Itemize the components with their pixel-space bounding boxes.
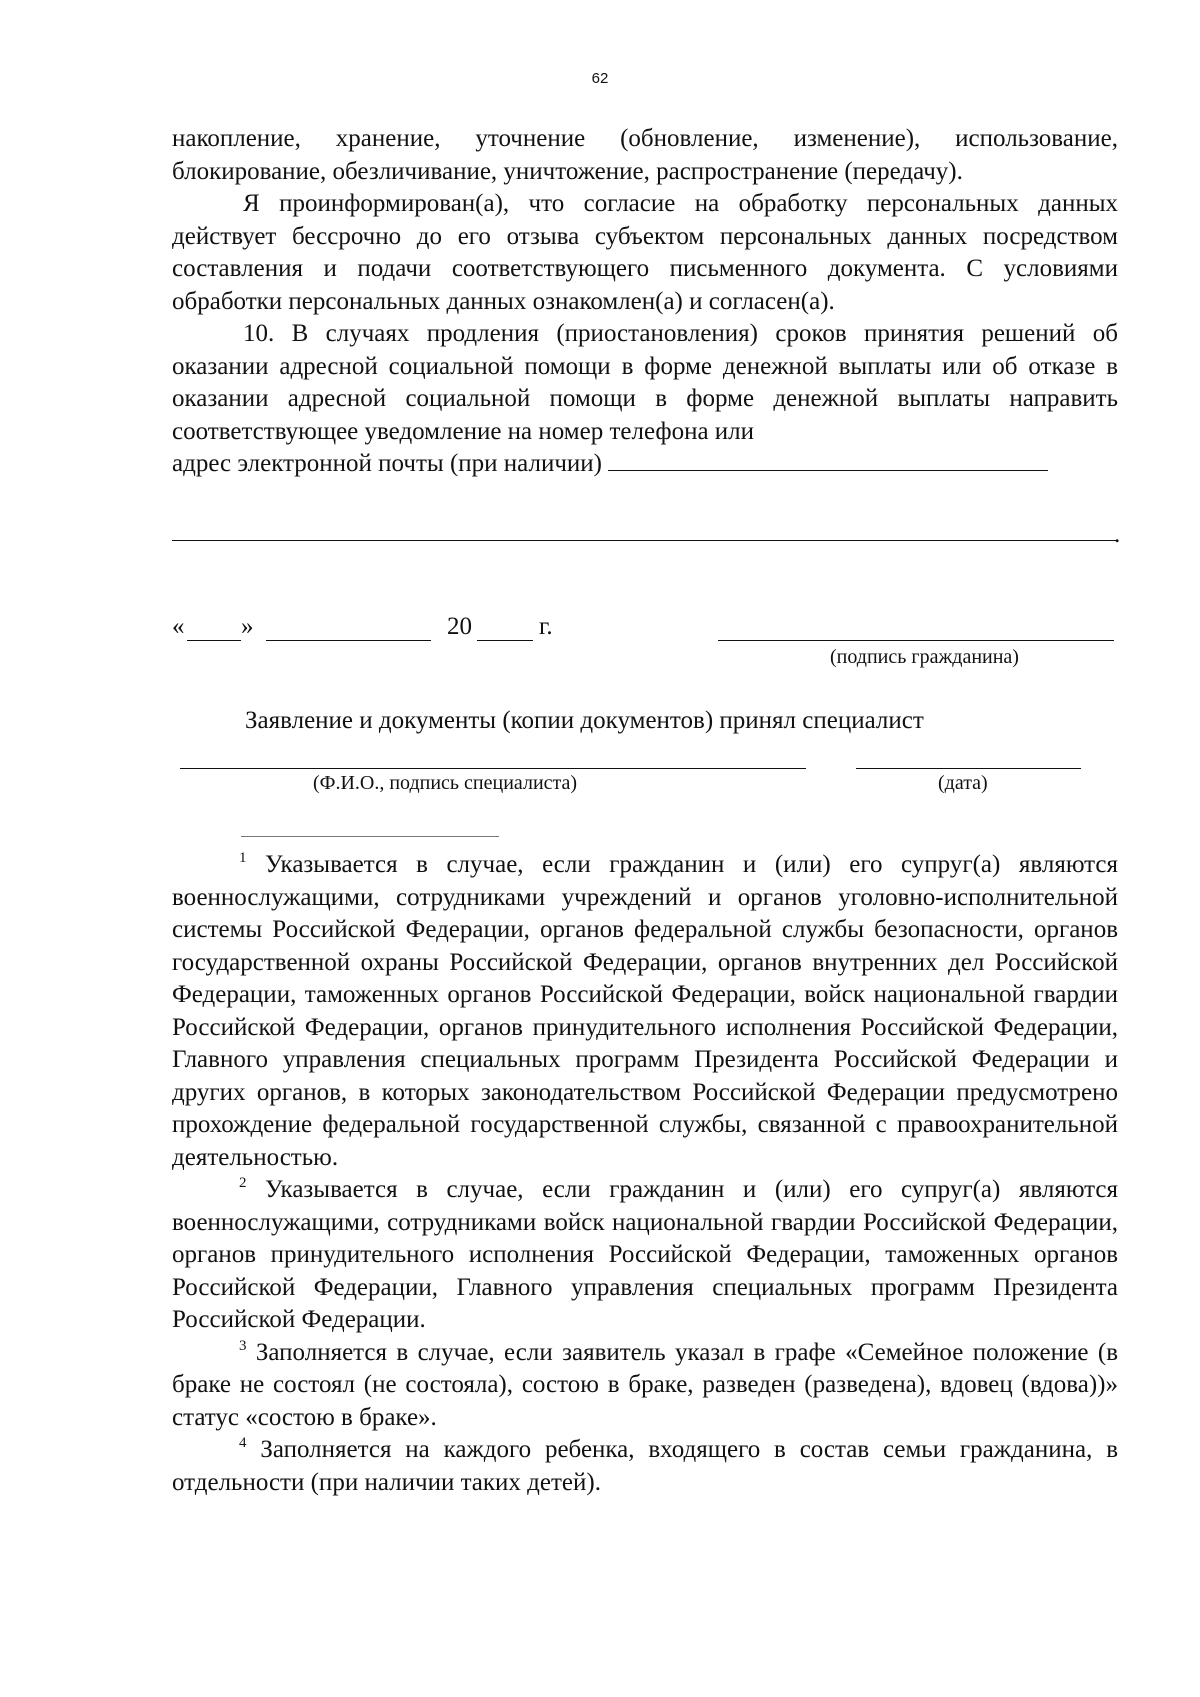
footnote-mark: 3 bbox=[239, 1337, 247, 1354]
footnote-2 bbox=[172, 1174, 1118, 1337]
footnote-mark: 1 bbox=[239, 850, 247, 866]
year-prefix: 20 bbox=[447, 613, 472, 640]
footnote-text: Заполняется в случае, если заявитель указал в графе «Семейное положение (в браке не состоял (не состояла), состою в браке, разведен (разведена), вдовец (вдова))» статус «состою в браке». bbox=[172, 1338, 1118, 1431]
paragraph-email-line bbox=[172, 448, 1118, 481]
footnotes bbox=[172, 849, 1118, 1499]
page-number: 62 bbox=[591, 70, 609, 87]
email-fill-line[interactable] bbox=[608, 448, 1048, 471]
footnote-text: Указывается в случае, если гражданин и (или) его супруг(а) являются военнослужащими, сотрудниками учреждений и органов уголовно-исполнительной системы Российской Федерации, органов федеральной службы безопасности, органов государственной охраны Российской Федерации, органов внутренних дел Российской Федерации, таможенных органов Российской Федерации, войск национальной гвардии Российской Федерации, органов принудительного исполнения Российской Федерации, Главного управления специальных программ Президента Российской Федерации и других органов, в которых законодательством Российской Федерации предусмотрено прохождение федеральной государственной службы, связанной с правоохранительной деятельностью. bbox=[172, 851, 1118, 1171]
date-open-quote: « bbox=[172, 613, 185, 640]
acceptance-text: Заявление и документы (копии документов) принял специалист bbox=[245, 707, 924, 734]
email-label: адрес электронной почты (при наличии) bbox=[172, 450, 602, 477]
footnote-4 bbox=[172, 1434, 1118, 1499]
footnote-1 bbox=[172, 849, 1118, 1174]
footnote-mark: 2 bbox=[239, 1175, 247, 1191]
paragraph-consent-term: Я проинформирован(а), что согласие на обработку персональных данных действует бессрочно до его отзыва субъектом персональных данных посредством составления и подачи соответствующего письменного документа. С условиями обработки персональных данных ознакомлен(а) и согласен(а). bbox=[172, 190, 1118, 315]
main-text bbox=[172, 123, 1118, 481]
signature-caption: (подпись гражданина) bbox=[830, 646, 1019, 668]
month-fill-line[interactable] bbox=[266, 640, 431, 641]
specialist-fill-line[interactable] bbox=[180, 768, 806, 769]
paragraph-continuation: накопление, хранение, уточнение (обновление, изменение), использование, блокирование, обезличивание, уничтожение, распространение (передачу). bbox=[172, 125, 1118, 185]
year-fill-line[interactable] bbox=[477, 640, 533, 641]
footnote-mark: 4 bbox=[239, 1435, 247, 1451]
year-suffix: г. bbox=[539, 613, 553, 640]
contact-fill-line-2[interactable] bbox=[172, 540, 1116, 541]
footnote-3 bbox=[172, 1337, 1118, 1435]
acceptance-date-fill-line[interactable] bbox=[856, 768, 1081, 769]
specialist-caption: (Ф.И.О., подпись специалиста) bbox=[313, 772, 578, 794]
date-close-quote: » bbox=[241, 613, 254, 640]
paragraph-notification: 10. В случаях продления (приостановления) сроков принятия решений об оказании адресной социальной помощи в форме денежной выплаты или об отказе в оказании адресной социальной помощи в форме денежной выплаты направить соответствующее уведомление на номер телефона или bbox=[172, 320, 1118, 445]
date-caption: (дата) bbox=[938, 772, 988, 794]
signature-fill-line[interactable] bbox=[718, 640, 1114, 641]
footnote-text: Заполняется на каждого ребенка, входящего в состав семьи гражданина, в отдельности (при наличии таких детей). bbox=[172, 1436, 1118, 1496]
footnote-separator bbox=[241, 836, 499, 837]
footnote-text: Указывается в случае, если гражданин и (или) его супруг(а) являются военнослужащими, сотрудниками войск национальной гвардии Российской Федерации, органов принудительного исполнения Российской Федерации, таможенных органов Российской Федерации, Главного управления специальных программ Президента Российской Федерации. bbox=[172, 1176, 1118, 1333]
line-end-period: . bbox=[1114, 521, 1121, 548]
day-fill-line[interactable] bbox=[187, 640, 241, 641]
